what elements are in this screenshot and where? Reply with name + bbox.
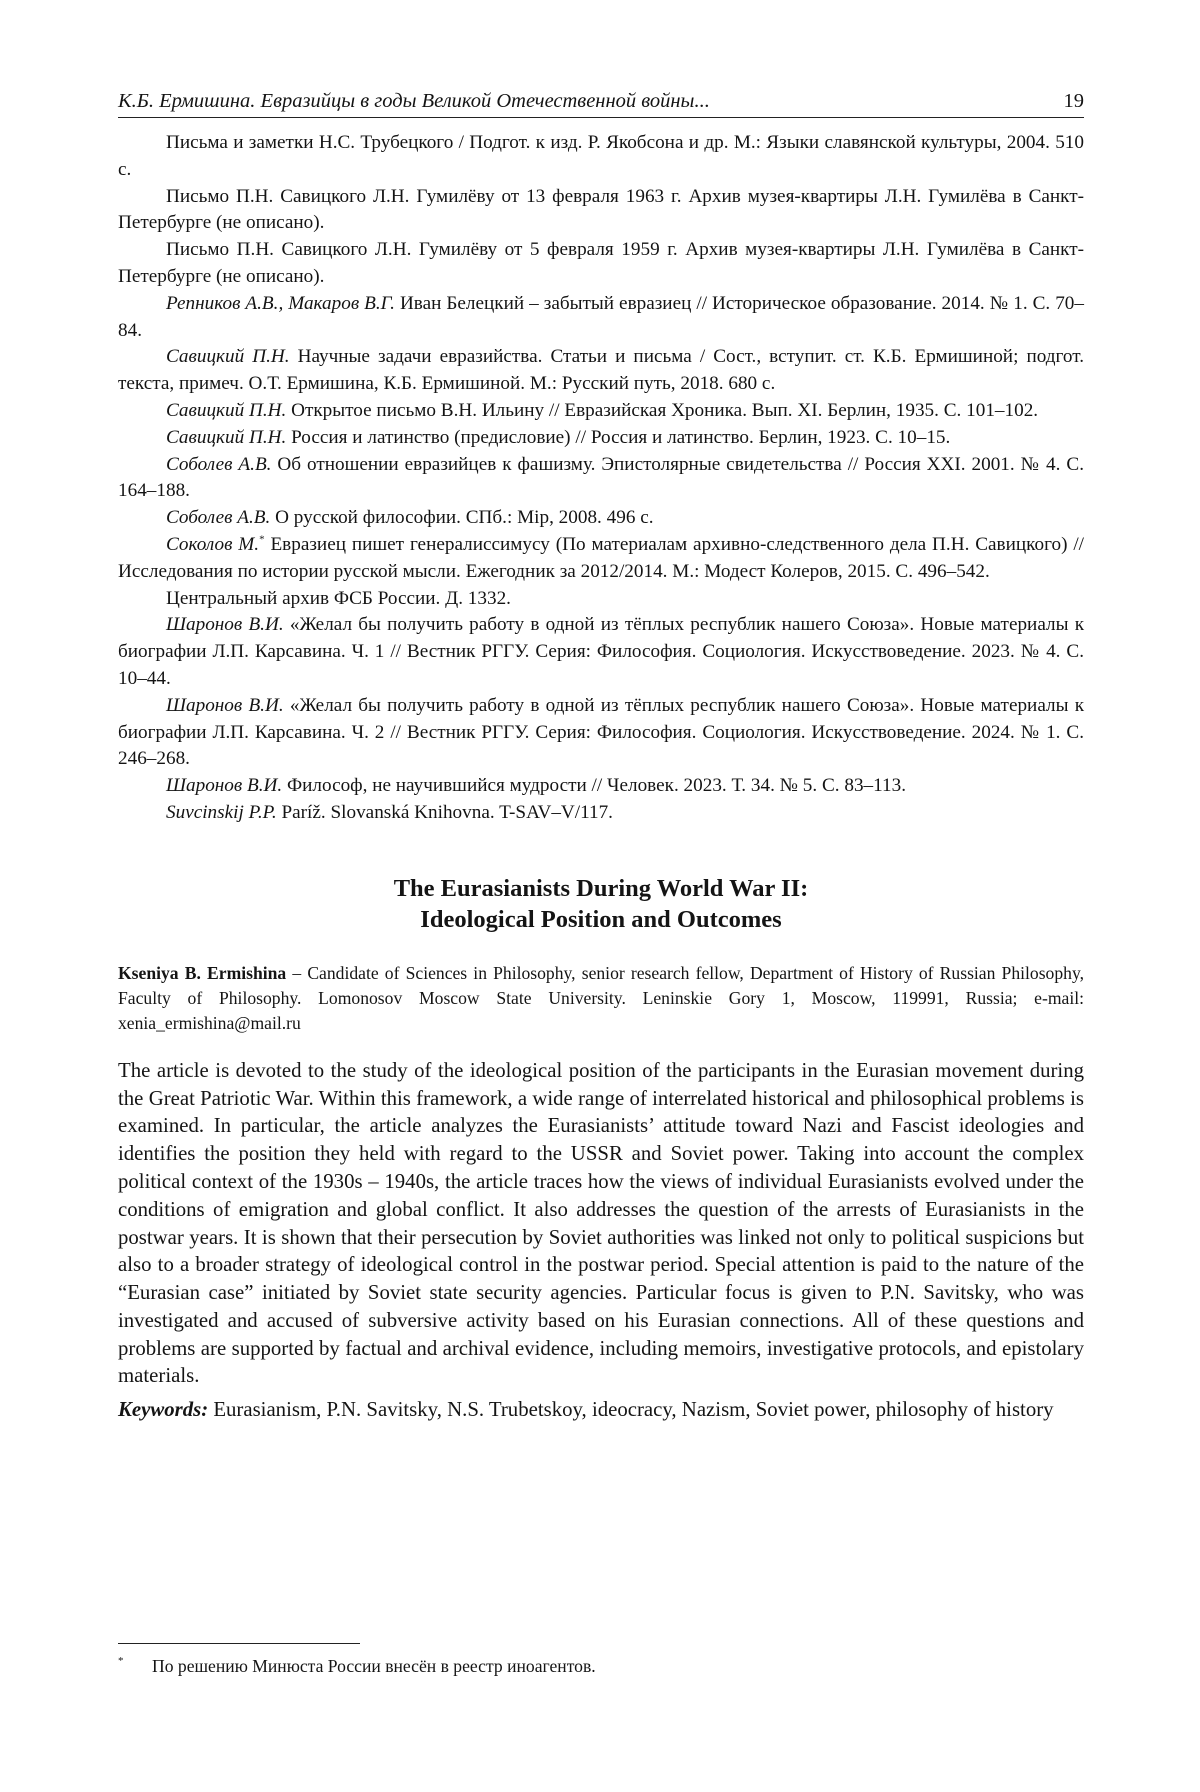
reference-text: О русской философии. СПб.: Мір, 2008. 496 с. <box>270 507 654 529</box>
reference-item <box>118 773 1084 800</box>
reference-item <box>118 800 1084 827</box>
footnote-marker: * <box>259 533 265 546</box>
reference-text: Евразиец пишет генералиссимусу (По материалам архивно-следственного дела П.Н. Савицкого) // Исследования по истории русской мысли. Ежегодник за 2012/2014. М.: Модест Колеров, 2015. С. 496–542. <box>118 533 1085 582</box>
reference-author: Савицкий П.Н. <box>166 346 290 368</box>
reference-item <box>118 291 1084 345</box>
reference-item <box>118 184 1084 238</box>
footnote <box>118 1654 1084 1678</box>
reference-item <box>118 532 1084 586</box>
author-details: – Candidate of Sciences in Philosophy, senior research fellow, Department of History of Russian Philosophy, Faculty of Philosophy. Lomonosov Moscow State University. Leninskie Gory 1, Moscow, 119991, Russia; e-mail: xenia_ermishina@mail.ru <box>118 962 1084 1033</box>
reference-author: Шаронов В.И. <box>166 614 284 636</box>
reference-text: Иван Белецкий – забытый евразиец // Историческое образование. 2014. № 1. С. 70–84. <box>118 292 1084 341</box>
reference-text: Письма и заметки Н.С. Трубецкого / Подгот. к изд. Р. Якобсона и др. М.: Языки славянской культуры, 2004. 510 с. <box>118 132 1084 180</box>
reference-item <box>118 130 1084 184</box>
author-info <box>118 961 1084 1036</box>
reference-text: Центральный архив ФСБ России. Д. 1332. <box>166 587 511 609</box>
reference-item <box>118 237 1084 291</box>
footnote-text: По решению Минюста России внесён в реестр иноагентов. <box>152 1656 596 1676</box>
reference-item <box>118 425 1084 452</box>
reference-text: Открытое письмо В.Н. Ильину // Евразийская Хроника. Вып. XI. Берлин, 1935. С. 101–102. <box>286 399 1039 421</box>
reference-text: «Желал бы получить работу в одной из тёплых республик нашего Союза». Новые материалы к биографии Л.П. Карсавина. Ч. 2 // Вестник РГГУ. Серия: Философия. Социология. Искусствоведение. 2024. № 1. С. 246–268. <box>118 694 1085 770</box>
reference-author: Савицкий П.Н. <box>166 426 287 448</box>
reference-text: Об отношении евразийцев к фашизму. Эпистолярные свидетельства // Россия XXI. 2001. № 4. С. 164–188. <box>118 453 1084 502</box>
reference-item <box>118 452 1084 506</box>
author-name: Kseniya B. Ermishina <box>118 962 287 983</box>
article-title <box>118 873 1084 935</box>
reference-text: Россия и латинство (предисловие) // Россия и латинство. Берлин, 1923. С. 10–15. <box>286 426 951 448</box>
footnote-mark: * <box>118 1655 124 1667</box>
footnote-divider <box>118 1643 360 1644</box>
reference-text: Научные задачи евразийства. Статьи и письма / Сост., вступит. ст. К.Б. Ермишиной; подгот. текста, примеч. О.Т. Ермишина, К.Б. Ермишиной. М.: Русский путь, 2018. 680 с. <box>118 346 1085 395</box>
reference-item <box>118 586 1084 613</box>
reference-text: Философ, не научившийся мудрости // Человек. 2023. Т. 34. № 5. С. 83–113. <box>282 775 907 797</box>
title-line: Ideological Position and Outcomes <box>420 905 782 933</box>
reference-item <box>118 344 1084 398</box>
reference-list <box>118 130 1084 827</box>
reference-author: Suvcinskij P.P. <box>166 801 277 823</box>
page-content <box>118 88 1084 1424</box>
keywords-label: Keywords: <box>118 1398 209 1422</box>
keywords-list: Eurasianism, P.N. Savitsky, N.S. Trubetskoy, ideocracy, Nazism, Soviet power, philosophy of history <box>208 1398 1054 1422</box>
page-number: 19 <box>1063 90 1084 112</box>
reference-text: Письмо П.Н. Савицкого Л.Н. Гумилёву от 5 февраля 1959 г. Архив музея-квартиры Л.Н. Гумилёва в Санкт-Петербурге (не описано). <box>118 239 1084 287</box>
reference-author: Савицкий П.Н. <box>166 399 287 421</box>
reference-author: Шаронов В.И. <box>166 775 283 797</box>
reference-author: Соколов М. <box>166 533 260 555</box>
abstract: The article is devoted to the study of the ideological position of the participants in the Eurasian movement during the Great Patriotic War. Within this framework, a wide range of interrelated historical and philosophical problems is examined. In particular, the article analyzes the Eurasianists’ attitude toward Nazi and Fascist ideologies and identifies the position they held with regard to the USSR and Soviet power. Taking into account the complex political context of the 1930s – 1940s, the article traces how the views of individual Eurasianists evolved under the conditions of emigration and global conflict. It also addresses the question of the arrests of Eurasianists in the postwar years. It is shown that their persecution by Soviet authorities was linked not only to political suspicions but also to a broader strategy of ideological control in the postwar period. Special attention is paid to the nature of the “Eurasian case” initiated by Soviet state security agencies. Particular focus is given to P.N. Savitsky, who was investigated and accused of subversive activity based on his Eurasian connections. All of these questions and problems are supported by factual and archival evidence, including memoirs, investigative protocols, and epistolary materials. <box>118 1058 1084 1388</box>
reference-author: Соболев А.В. <box>166 507 271 529</box>
running-header <box>118 88 1084 118</box>
keywords <box>118 1396 1084 1424</box>
reference-item <box>118 693 1084 773</box>
reference-author: Соболев А.В. <box>166 453 272 475</box>
reference-author: Шаронов В.И. <box>166 694 284 716</box>
running-title: К.Б. Ермишина. Евразийцы в годы Великой Отечественной войны... <box>118 90 710 112</box>
reference-author: Репников А.В., Макаров В.Г. <box>166 292 395 314</box>
reference-text: «Желал бы получить работу в одной из тёплых республик нашего Союза». Новые материалы к биографии Л.П. Карсавина. Ч. 1 // Вестник РГГУ. Серия: Философия. Социология. Искусствоведение. 2023. № 4. С. 10–44. <box>118 614 1085 689</box>
reference-text: Paríž. Slovanská Knihovna. T-SAV–V/117. <box>276 801 613 823</box>
reference-item <box>118 398 1084 425</box>
reference-item <box>118 505 1084 532</box>
title-line: The Eurasianists During World War II: <box>393 874 809 902</box>
reference-text: Письмо П.Н. Савицкого Л.Н. Гумилёву от 13 февраля 1963 г. Архив музея-квартиры Л.Н. Гумилёва в Санкт-Петербурге (не описано). <box>118 185 1084 234</box>
reference-item <box>118 612 1084 692</box>
